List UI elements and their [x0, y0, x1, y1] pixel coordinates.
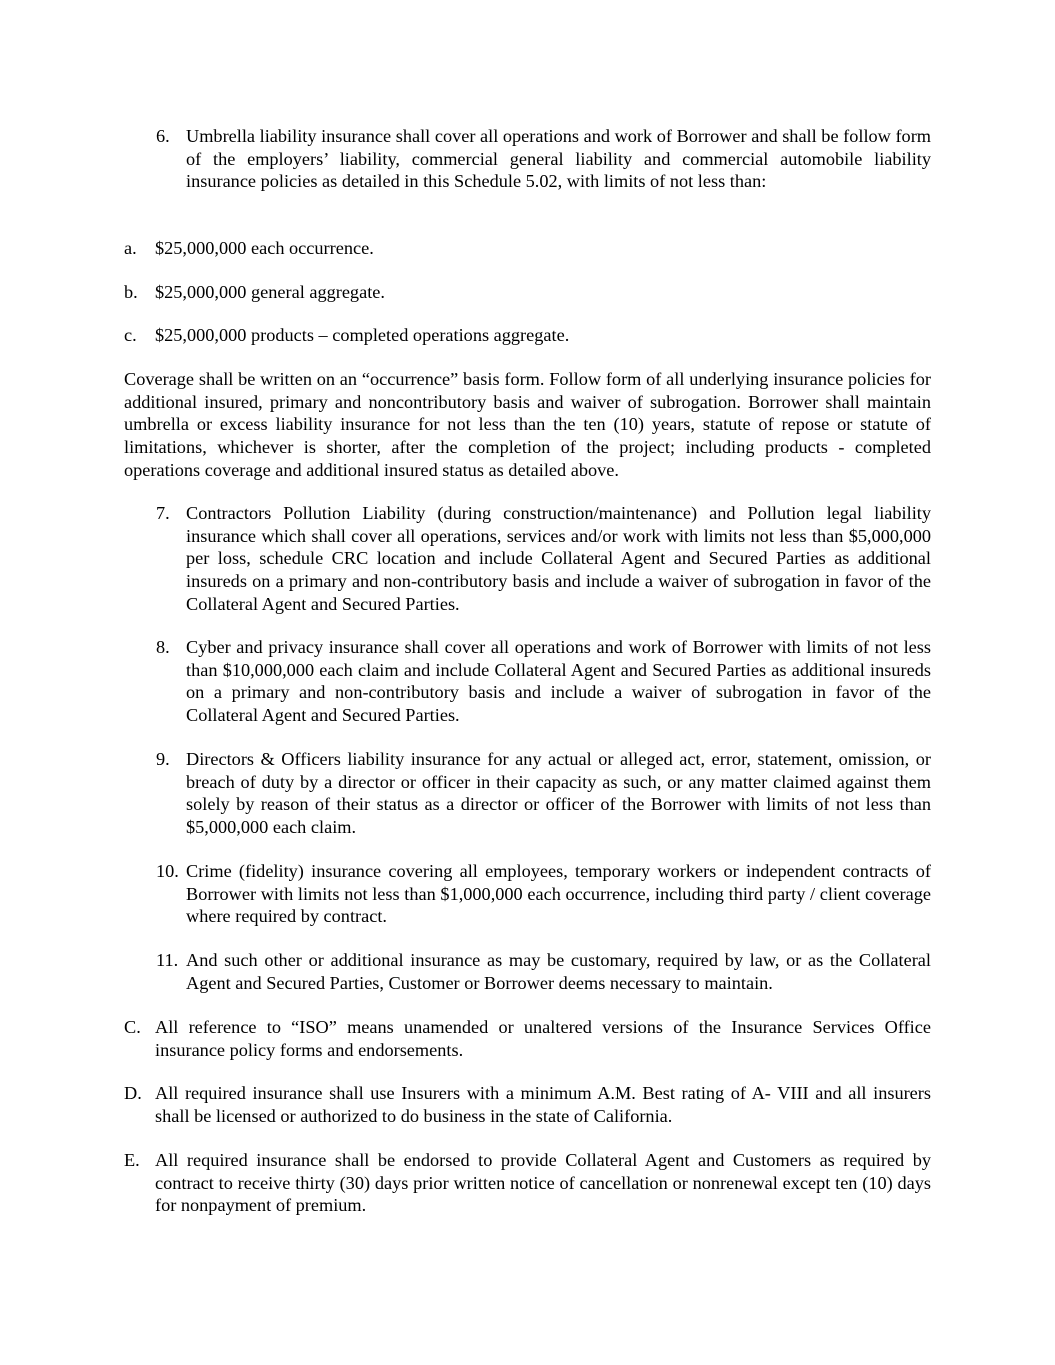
section-item-c: [124, 1016, 931, 1061]
list-item-text: $25,000,000 products – completed operations aggregate.: [155, 325, 570, 345]
list-marker: 6.: [156, 126, 170, 146]
list-marker: 7.: [156, 503, 170, 523]
section-item-e: [124, 1149, 931, 1217]
list-item-text: Crime (fidelity) insurance covering all employees, temporary workers or independent contracts of Borrower with limits not less than $1,000,000 each occurrence, including third party / client coverage where required by contract.: [186, 861, 931, 927]
list-item-text: $25,000,000 each occurrence.: [155, 238, 374, 258]
list-marker: 11.: [156, 950, 179, 970]
coverage-paragraph: Coverage shall be written on an “occurrence” basis form. Follow form of all underlying insurance policies for additional insured, primary and noncontributory basis and waiver of subrogation. Borrower shall maintain umbrella or excess liability insurance for not less than the ten (10) years, statute of repose or statute of limitations, whichever is shorter, after the completion of the project; including products - completed operations coverage and additional insured status as detailed above.: [124, 369, 931, 480]
sub-item-c: [124, 324, 931, 347]
list-marker: D.: [124, 1083, 142, 1103]
sub-item-a: [124, 237, 931, 260]
list-item-6: [156, 125, 931, 193]
list-item-7: [156, 502, 931, 616]
list-item-text: Umbrella liability insurance shall cover all operations and work of Borrower and shall be follow form of the employers’ liability, commercial general liability and commercial automobile liability insurance policies as detailed in this Schedule 5.02, with limits of not less than:: [186, 126, 931, 192]
list-item-text: Cyber and privacy insurance shall cover all operations and work of Borrower with limits of not less than $10,000,000 each claim and include Collateral Agent and Secured Parties as additional insureds on a primary and non-contributory basis and include a waiver of subrogation in favor of the Collateral Agent and Secured Parties.: [186, 637, 931, 726]
list-marker: b.: [124, 282, 138, 302]
list-marker: a.: [124, 238, 137, 258]
list-item-10: [156, 860, 931, 928]
list-marker: c.: [124, 325, 137, 345]
list-item-text: Directors & Officers liability insurance for any actual or alleged act, error, statement, omission, or breach of duty by a director or officer in their capacity as such, or any matter claimed against them solely by reason of their status as a director or officer of the Borrower with limits of not less than $5,000,000 each claim.: [186, 749, 931, 838]
sub-item-b: [124, 281, 931, 304]
list-item-text: All required insurance shall use Insurers with a minimum A.M. Best rating of A- VIII and all insurers shall be licensed or authorized to do business in the state of California.: [155, 1083, 931, 1126]
list-item-text: $25,000,000 general aggregate.: [155, 282, 385, 302]
list-item-text: All required insurance shall be endorsed to provide Collateral Agent and Customers as required by contract to receive thirty (30) days prior written notice of cancellation or nonrenewal except ten (10) days for nonpayment of premium.: [155, 1150, 931, 1216]
list-item-11: [156, 949, 931, 994]
list-marker: C.: [124, 1017, 141, 1037]
list-marker: 8.: [156, 637, 170, 657]
list-marker: 10.: [156, 861, 179, 881]
list-item-text: All reference to “ISO” means unamended or unaltered versions of the Insurance Services Office insurance policy forms and endorsements.: [155, 1017, 931, 1060]
list-item-text: Contractors Pollution Liability (during construction/maintenance) and Pollution legal liability insurance which shall cover all operations, services and/or work with limits not less than $5,000,000 per loss, schedule CRC location and include Collateral Agent and Secured Parties as additional insureds on a primary and non-contributory basis and include a waiver of subrogation in favor of the Collateral Agent and Secured Parties.: [186, 503, 931, 614]
section-item-d: [124, 1082, 931, 1127]
list-item-text: And such other or additional insurance as may be customary, required by law, or as the Collateral Agent and Secured Parties, Customer or Borrower deems necessary to maintain.: [186, 950, 931, 993]
list-marker: E.: [124, 1150, 140, 1170]
list-item-9: [156, 748, 931, 839]
list-item-8: [156, 636, 931, 727]
list-marker: 9.: [156, 749, 170, 769]
